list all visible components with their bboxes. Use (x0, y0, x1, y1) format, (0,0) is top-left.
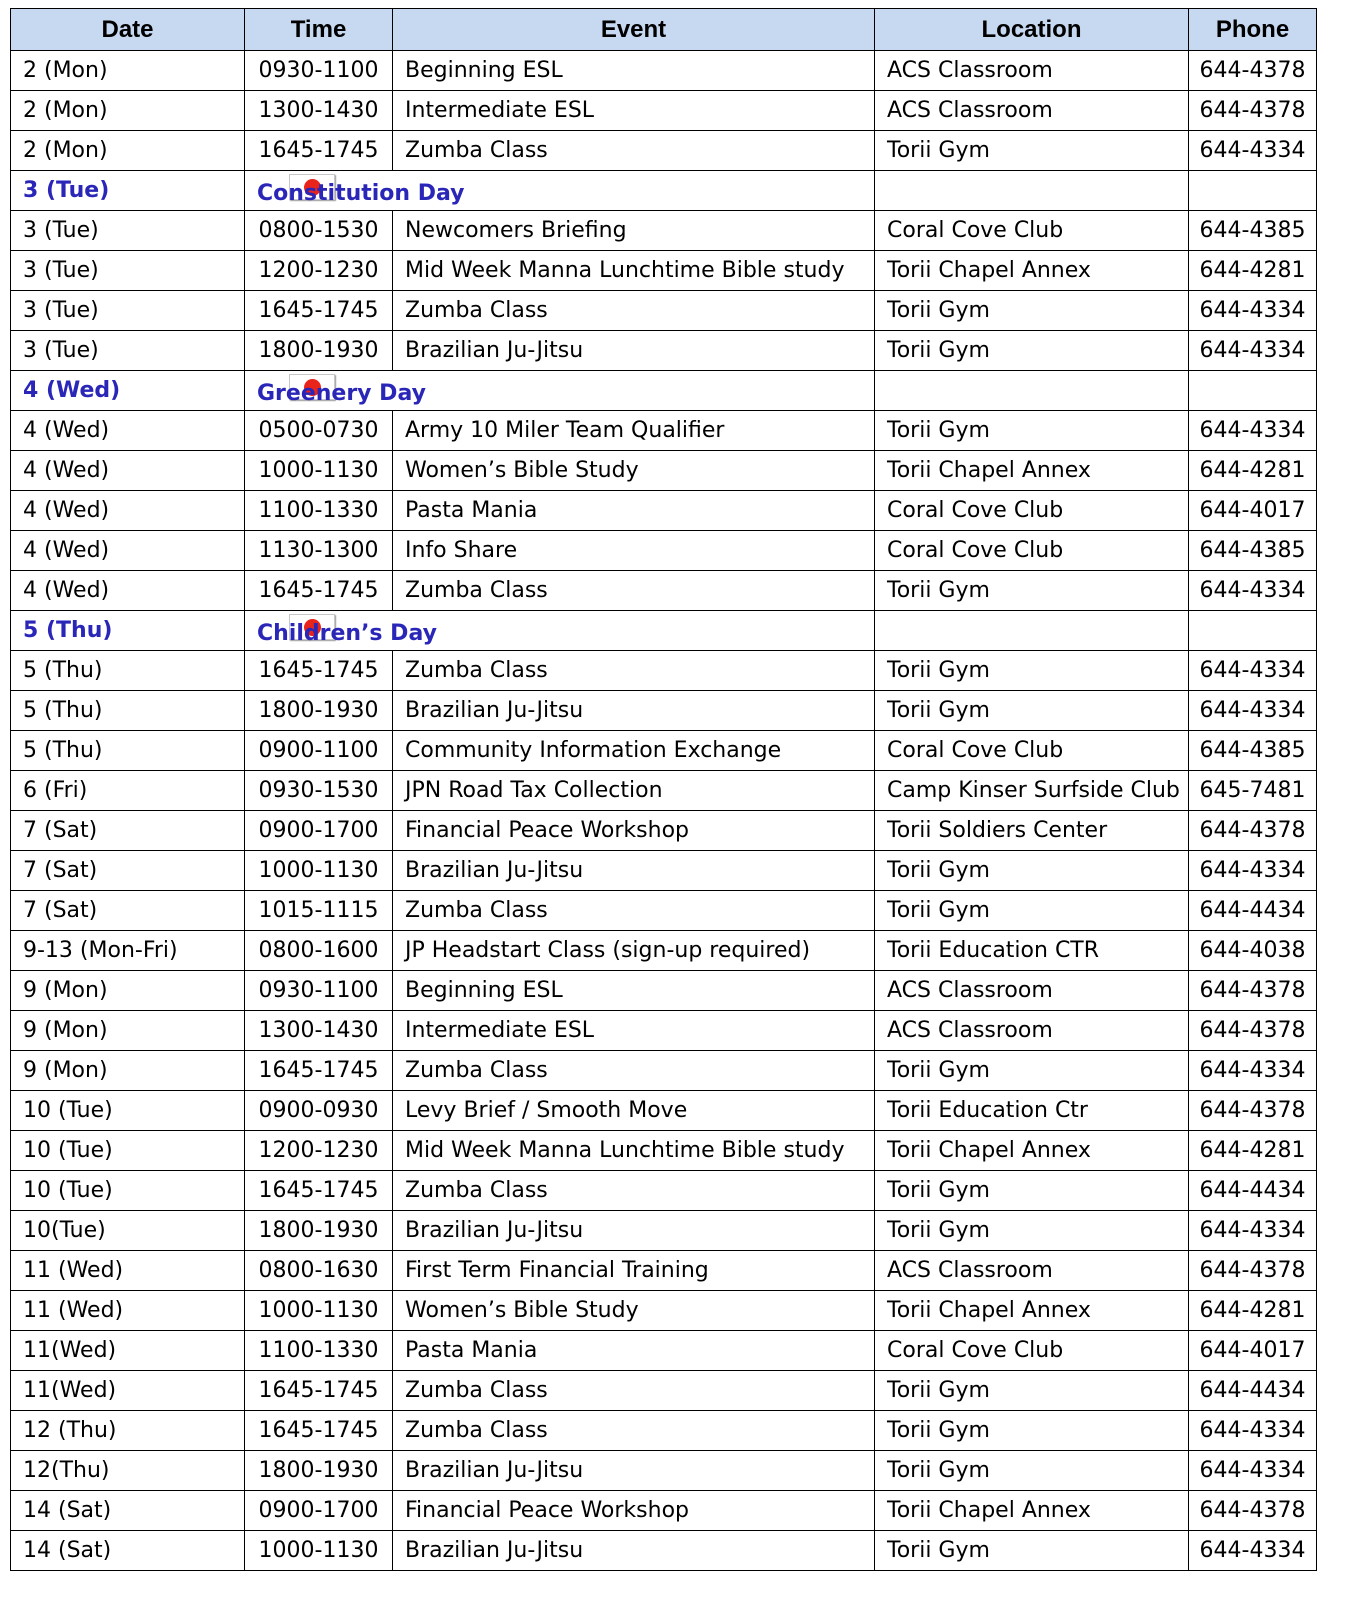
location-cell: ACS Classroom (875, 1251, 1189, 1291)
phone-cell: 644-4385 (1189, 731, 1317, 771)
holiday-cell (245, 371, 875, 411)
date-cell: 7 (Sat) (11, 851, 245, 891)
location-cell: Torii Gym (875, 651, 1189, 691)
table-row (11, 1211, 1317, 1251)
time-cell: 1000-1130 (245, 451, 393, 491)
location-cell: Torii Gym (875, 571, 1189, 611)
location-cell: Torii Chapel Annex (875, 1491, 1189, 1531)
location-cell: Torii Chapel Annex (875, 451, 1189, 491)
time-cell: 1100-1330 (245, 1331, 393, 1371)
event-cell: Intermediate ESL (393, 1011, 875, 1051)
time-cell: 0500-0730 (245, 411, 393, 451)
table-row (11, 971, 1317, 1011)
event-cell: JPN Road Tax Collection (393, 771, 875, 811)
holiday-name: Constitution Day (257, 181, 465, 206)
event-cell: Brazilian Ju-Jitsu (393, 1211, 875, 1251)
location-cell: Torii Soldiers Center (875, 811, 1189, 851)
event-cell: Pasta Mania (393, 491, 875, 531)
location-cell: Torii Gym (875, 1171, 1189, 1211)
event-cell: Women’s Bible Study (393, 1291, 875, 1331)
time-cell: 0800-1530 (245, 211, 393, 251)
time-cell: 1645-1745 (245, 1371, 393, 1411)
phone-cell: 644-4378 (1189, 51, 1317, 91)
table-row (11, 1091, 1317, 1131)
holiday-cell (245, 611, 875, 651)
phone-cell: 644-4281 (1189, 251, 1317, 291)
phone-cell: 644-4281 (1189, 1291, 1317, 1331)
date-cell: 4 (Wed) (11, 491, 245, 531)
date-cell: 10 (Tue) (11, 1131, 245, 1171)
time-cell: 0930-1100 (245, 971, 393, 1011)
event-cell: Brazilian Ju-Jitsu (393, 1451, 875, 1491)
table-row (11, 1171, 1317, 1211)
location-cell: Torii Gym (875, 1411, 1189, 1451)
column-header-event: Event (393, 9, 875, 51)
date-cell: 3 (Tue) (11, 211, 245, 251)
location-cell: Torii Gym (875, 131, 1189, 171)
time-cell: 1800-1930 (245, 1451, 393, 1491)
date-cell: 6 (Fri) (11, 771, 245, 811)
event-cell: Army 10 Miler Team Qualifier (393, 411, 875, 451)
time-cell: 1645-1745 (245, 1051, 393, 1091)
location-cell: Coral Cove Club (875, 1331, 1189, 1371)
date-cell: 5 (Thu) (11, 651, 245, 691)
location-cell: ACS Classroom (875, 51, 1189, 91)
phone-cell: 644-4385 (1189, 531, 1317, 571)
event-cell: Community Information Exchange (393, 731, 875, 771)
location-cell: ACS Classroom (875, 1011, 1189, 1051)
date-cell: 10 (Tue) (11, 1091, 245, 1131)
event-cell: Zumba Class (393, 1171, 875, 1211)
time-cell: 1800-1930 (245, 1211, 393, 1251)
location-cell: Torii Gym (875, 1451, 1189, 1491)
phone-cell: 644-4334 (1189, 1531, 1317, 1571)
location-cell: Torii Chapel Annex (875, 1131, 1189, 1171)
event-cell: Zumba Class (393, 291, 875, 331)
location-cell: ACS Classroom (875, 971, 1189, 1011)
date-cell: 4 (Wed) (11, 531, 245, 571)
time-cell: 1645-1745 (245, 131, 393, 171)
phone-cell: 644-4334 (1189, 331, 1317, 371)
event-cell: JP Headstart Class (sign-up required) (393, 931, 875, 971)
event-cell: Zumba Class (393, 1411, 875, 1451)
table-row (11, 91, 1317, 131)
phone-cell: 644-4378 (1189, 91, 1317, 131)
table-row (11, 1011, 1317, 1051)
location-cell: Torii Gym (875, 291, 1189, 331)
time-cell: 0800-1630 (245, 1251, 393, 1291)
event-cell: Levy Brief / Smooth Move (393, 1091, 875, 1131)
table-row (11, 1531, 1317, 1571)
event-cell: Financial Peace Workshop (393, 1491, 875, 1531)
event-cell: Zumba Class (393, 891, 875, 931)
date-cell: 11 (Wed) (11, 1291, 245, 1331)
location-cell: ACS Classroom (875, 91, 1189, 131)
time-cell: 1000-1130 (245, 1531, 393, 1571)
table-row (11, 1331, 1317, 1371)
phone-cell: 644-4334 (1189, 691, 1317, 731)
phone-cell: 644-4434 (1189, 891, 1317, 931)
phone-cell: 644-4017 (1189, 1331, 1317, 1371)
date-cell: 4 (Wed) (11, 451, 245, 491)
date-cell: 2 (Mon) (11, 91, 245, 131)
date-cell: 7 (Sat) (11, 811, 245, 851)
time-cell: 1130-1300 (245, 531, 393, 571)
table-row (11, 1451, 1317, 1491)
phone-cell: 645-7481 (1189, 771, 1317, 811)
time-cell: 1200-1230 (245, 1131, 393, 1171)
date-cell: 2 (Mon) (11, 131, 245, 171)
table-row (11, 571, 1317, 611)
date-cell: 4 (Wed) (11, 371, 245, 411)
date-cell: 5 (Thu) (11, 731, 245, 771)
date-cell: 5 (Thu) (11, 611, 245, 651)
phone-cell: 644-4334 (1189, 851, 1317, 891)
time-cell: 0930-1530 (245, 771, 393, 811)
event-cell: Beginning ESL (393, 971, 875, 1011)
date-cell: 9 (Mon) (11, 971, 245, 1011)
date-cell: 9-13 (Mon-Fri) (11, 931, 245, 971)
table-row (11, 851, 1317, 891)
time-cell: 1300-1430 (245, 1011, 393, 1051)
location-cell: Torii Gym (875, 851, 1189, 891)
date-cell: 9 (Mon) (11, 1051, 245, 1091)
date-cell: 10 (Tue) (11, 1171, 245, 1211)
phone-cell: 644-4038 (1189, 931, 1317, 971)
time-cell: 1000-1130 (245, 1291, 393, 1331)
event-cell: Brazilian Ju-Jitsu (393, 851, 875, 891)
phone-cell: 644-4281 (1189, 1131, 1317, 1171)
date-cell: 14 (Sat) (11, 1531, 245, 1571)
column-header-location: Location (875, 9, 1189, 51)
location-cell: Torii Gym (875, 1531, 1189, 1571)
table-row (11, 1411, 1317, 1451)
date-cell: 3 (Tue) (11, 251, 245, 291)
table-row (11, 771, 1317, 811)
holiday-row (11, 371, 1317, 411)
table-row (11, 931, 1317, 971)
event-cell: Beginning ESL (393, 51, 875, 91)
event-cell: Pasta Mania (393, 1331, 875, 1371)
table-row (11, 651, 1317, 691)
location-cell (875, 371, 1189, 411)
table-row (11, 811, 1317, 851)
date-cell: 11(Wed) (11, 1331, 245, 1371)
time-cell: 1645-1745 (245, 1171, 393, 1211)
location-cell: Torii Gym (875, 411, 1189, 451)
phone-cell: 644-4334 (1189, 411, 1317, 451)
date-cell: 2 (Mon) (11, 51, 245, 91)
time-cell: 1200-1230 (245, 251, 393, 291)
time-cell: 0900-0930 (245, 1091, 393, 1131)
date-cell: 11 (Wed) (11, 1251, 245, 1291)
header-row (11, 9, 1317, 51)
event-cell: Zumba Class (393, 651, 875, 691)
location-cell: Torii Gym (875, 331, 1189, 371)
holiday-cell (245, 171, 875, 211)
column-header-phone: Phone (1189, 9, 1317, 51)
date-cell: 4 (Wed) (11, 571, 245, 611)
time-cell: 0800-1600 (245, 931, 393, 971)
event-cell: Info Share (393, 531, 875, 571)
time-cell: 1645-1745 (245, 651, 393, 691)
event-cell: First Term Financial Training (393, 1251, 875, 1291)
location-cell: Torii Gym (875, 891, 1189, 931)
phone-cell: 644-4334 (1189, 1211, 1317, 1251)
location-cell: Torii Chapel Annex (875, 251, 1189, 291)
table-row (11, 451, 1317, 491)
event-cell: Intermediate ESL (393, 91, 875, 131)
date-cell: 12 (Thu) (11, 1411, 245, 1451)
table-row (11, 251, 1317, 291)
location-cell: Torii Chapel Annex (875, 1291, 1189, 1331)
phone-cell: 644-4334 (1189, 651, 1317, 691)
time-cell: 1015-1115 (245, 891, 393, 931)
location-cell: Coral Cove Club (875, 211, 1189, 251)
phone-cell: 644-4334 (1189, 131, 1317, 171)
date-cell: 3 (Tue) (11, 171, 245, 211)
time-cell: 1645-1745 (245, 291, 393, 331)
date-cell: 9 (Mon) (11, 1011, 245, 1051)
time-cell: 1100-1330 (245, 491, 393, 531)
date-cell: 11(Wed) (11, 1371, 245, 1411)
date-cell: 10(Tue) (11, 1211, 245, 1251)
phone-cell: 644-4378 (1189, 1251, 1317, 1291)
event-cell: Zumba Class (393, 131, 875, 171)
phone-cell (1189, 611, 1317, 651)
phone-cell: 644-4378 (1189, 1091, 1317, 1131)
table-row (11, 211, 1317, 251)
date-cell: 4 (Wed) (11, 411, 245, 451)
phone-cell (1189, 371, 1317, 411)
date-cell: 5 (Thu) (11, 691, 245, 731)
event-cell: Zumba Class (393, 1051, 875, 1091)
column-header-date: Date (11, 9, 245, 51)
time-cell: 0900-1100 (245, 731, 393, 771)
time-cell: 1300-1430 (245, 91, 393, 131)
table-body (11, 51, 1317, 1571)
table-row (11, 51, 1317, 91)
phone-cell: 644-4334 (1189, 291, 1317, 331)
time-cell: 1800-1930 (245, 331, 393, 371)
date-cell: 12(Thu) (11, 1451, 245, 1491)
event-cell: Mid Week Manna Lunchtime Bible study (393, 1131, 875, 1171)
event-cell: Zumba Class (393, 571, 875, 611)
time-cell: 0900-1700 (245, 811, 393, 851)
phone-cell: 644-4334 (1189, 571, 1317, 611)
location-cell (875, 171, 1189, 211)
holiday-row (11, 171, 1317, 211)
phone-cell: 644-4434 (1189, 1371, 1317, 1411)
table-row (11, 131, 1317, 171)
event-cell: Women’s Bible Study (393, 451, 875, 491)
location-cell: Coral Cove Club (875, 731, 1189, 771)
event-cell: Newcomers Briefing (393, 211, 875, 251)
event-cell: Financial Peace Workshop (393, 811, 875, 851)
location-cell: Coral Cove Club (875, 531, 1189, 571)
location-cell: Torii Gym (875, 1051, 1189, 1091)
phone-cell: 644-4017 (1189, 491, 1317, 531)
table-row (11, 1251, 1317, 1291)
phone-cell: 644-4378 (1189, 1011, 1317, 1051)
location-cell: Torii Gym (875, 1211, 1189, 1251)
table-row (11, 291, 1317, 331)
location-cell: Camp Kinser Surfside Club (875, 771, 1189, 811)
phone-cell: 644-4378 (1189, 811, 1317, 851)
event-cell: Brazilian Ju-Jitsu (393, 1531, 875, 1571)
table-row (11, 1051, 1317, 1091)
phone-cell: 644-4281 (1189, 451, 1317, 491)
holiday-name: Children’s Day (257, 621, 437, 646)
phone-cell: 644-4334 (1189, 1451, 1317, 1491)
time-cell: 0930-1100 (245, 51, 393, 91)
location-cell: Torii Gym (875, 1371, 1189, 1411)
time-cell: 1645-1745 (245, 571, 393, 611)
holiday-name: Greenery Day (257, 381, 426, 406)
time-cell: 0900-1700 (245, 1491, 393, 1531)
holiday-row (11, 611, 1317, 651)
phone-cell: 644-4334 (1189, 1411, 1317, 1451)
location-cell: Torii Gym (875, 691, 1189, 731)
event-cell: Brazilian Ju-Jitsu (393, 691, 875, 731)
location-cell: Torii Education Ctr (875, 1091, 1189, 1131)
time-cell: 1800-1930 (245, 691, 393, 731)
event-cell: Brazilian Ju-Jitsu (393, 331, 875, 371)
table-row (11, 411, 1317, 451)
phone-cell: 644-4385 (1189, 211, 1317, 251)
table-row (11, 891, 1317, 931)
table-row (11, 331, 1317, 371)
table-row (11, 491, 1317, 531)
phone-cell: 644-4434 (1189, 1171, 1317, 1211)
time-cell: 1645-1745 (245, 1411, 393, 1451)
event-cell: Mid Week Manna Lunchtime Bible study (393, 251, 875, 291)
table-row (11, 531, 1317, 571)
event-cell: Zumba Class (393, 1371, 875, 1411)
phone-cell (1189, 171, 1317, 211)
table-row (11, 1491, 1317, 1531)
table-row (11, 1131, 1317, 1171)
column-header-time: Time (245, 9, 393, 51)
date-cell: 3 (Tue) (11, 331, 245, 371)
date-cell: 3 (Tue) (11, 291, 245, 331)
phone-cell: 644-4378 (1189, 971, 1317, 1011)
date-cell: 14 (Sat) (11, 1491, 245, 1531)
events-table (10, 8, 1317, 1571)
location-cell: Torii Education CTR (875, 931, 1189, 971)
table-row (11, 691, 1317, 731)
location-cell (875, 611, 1189, 651)
date-cell: 7 (Sat) (11, 891, 245, 931)
table-row (11, 731, 1317, 771)
phone-cell: 644-4334 (1189, 1051, 1317, 1091)
table-row (11, 1291, 1317, 1331)
location-cell: Coral Cove Club (875, 491, 1189, 531)
phone-cell: 644-4378 (1189, 1491, 1317, 1531)
time-cell: 1000-1130 (245, 851, 393, 891)
table-row (11, 1371, 1317, 1411)
